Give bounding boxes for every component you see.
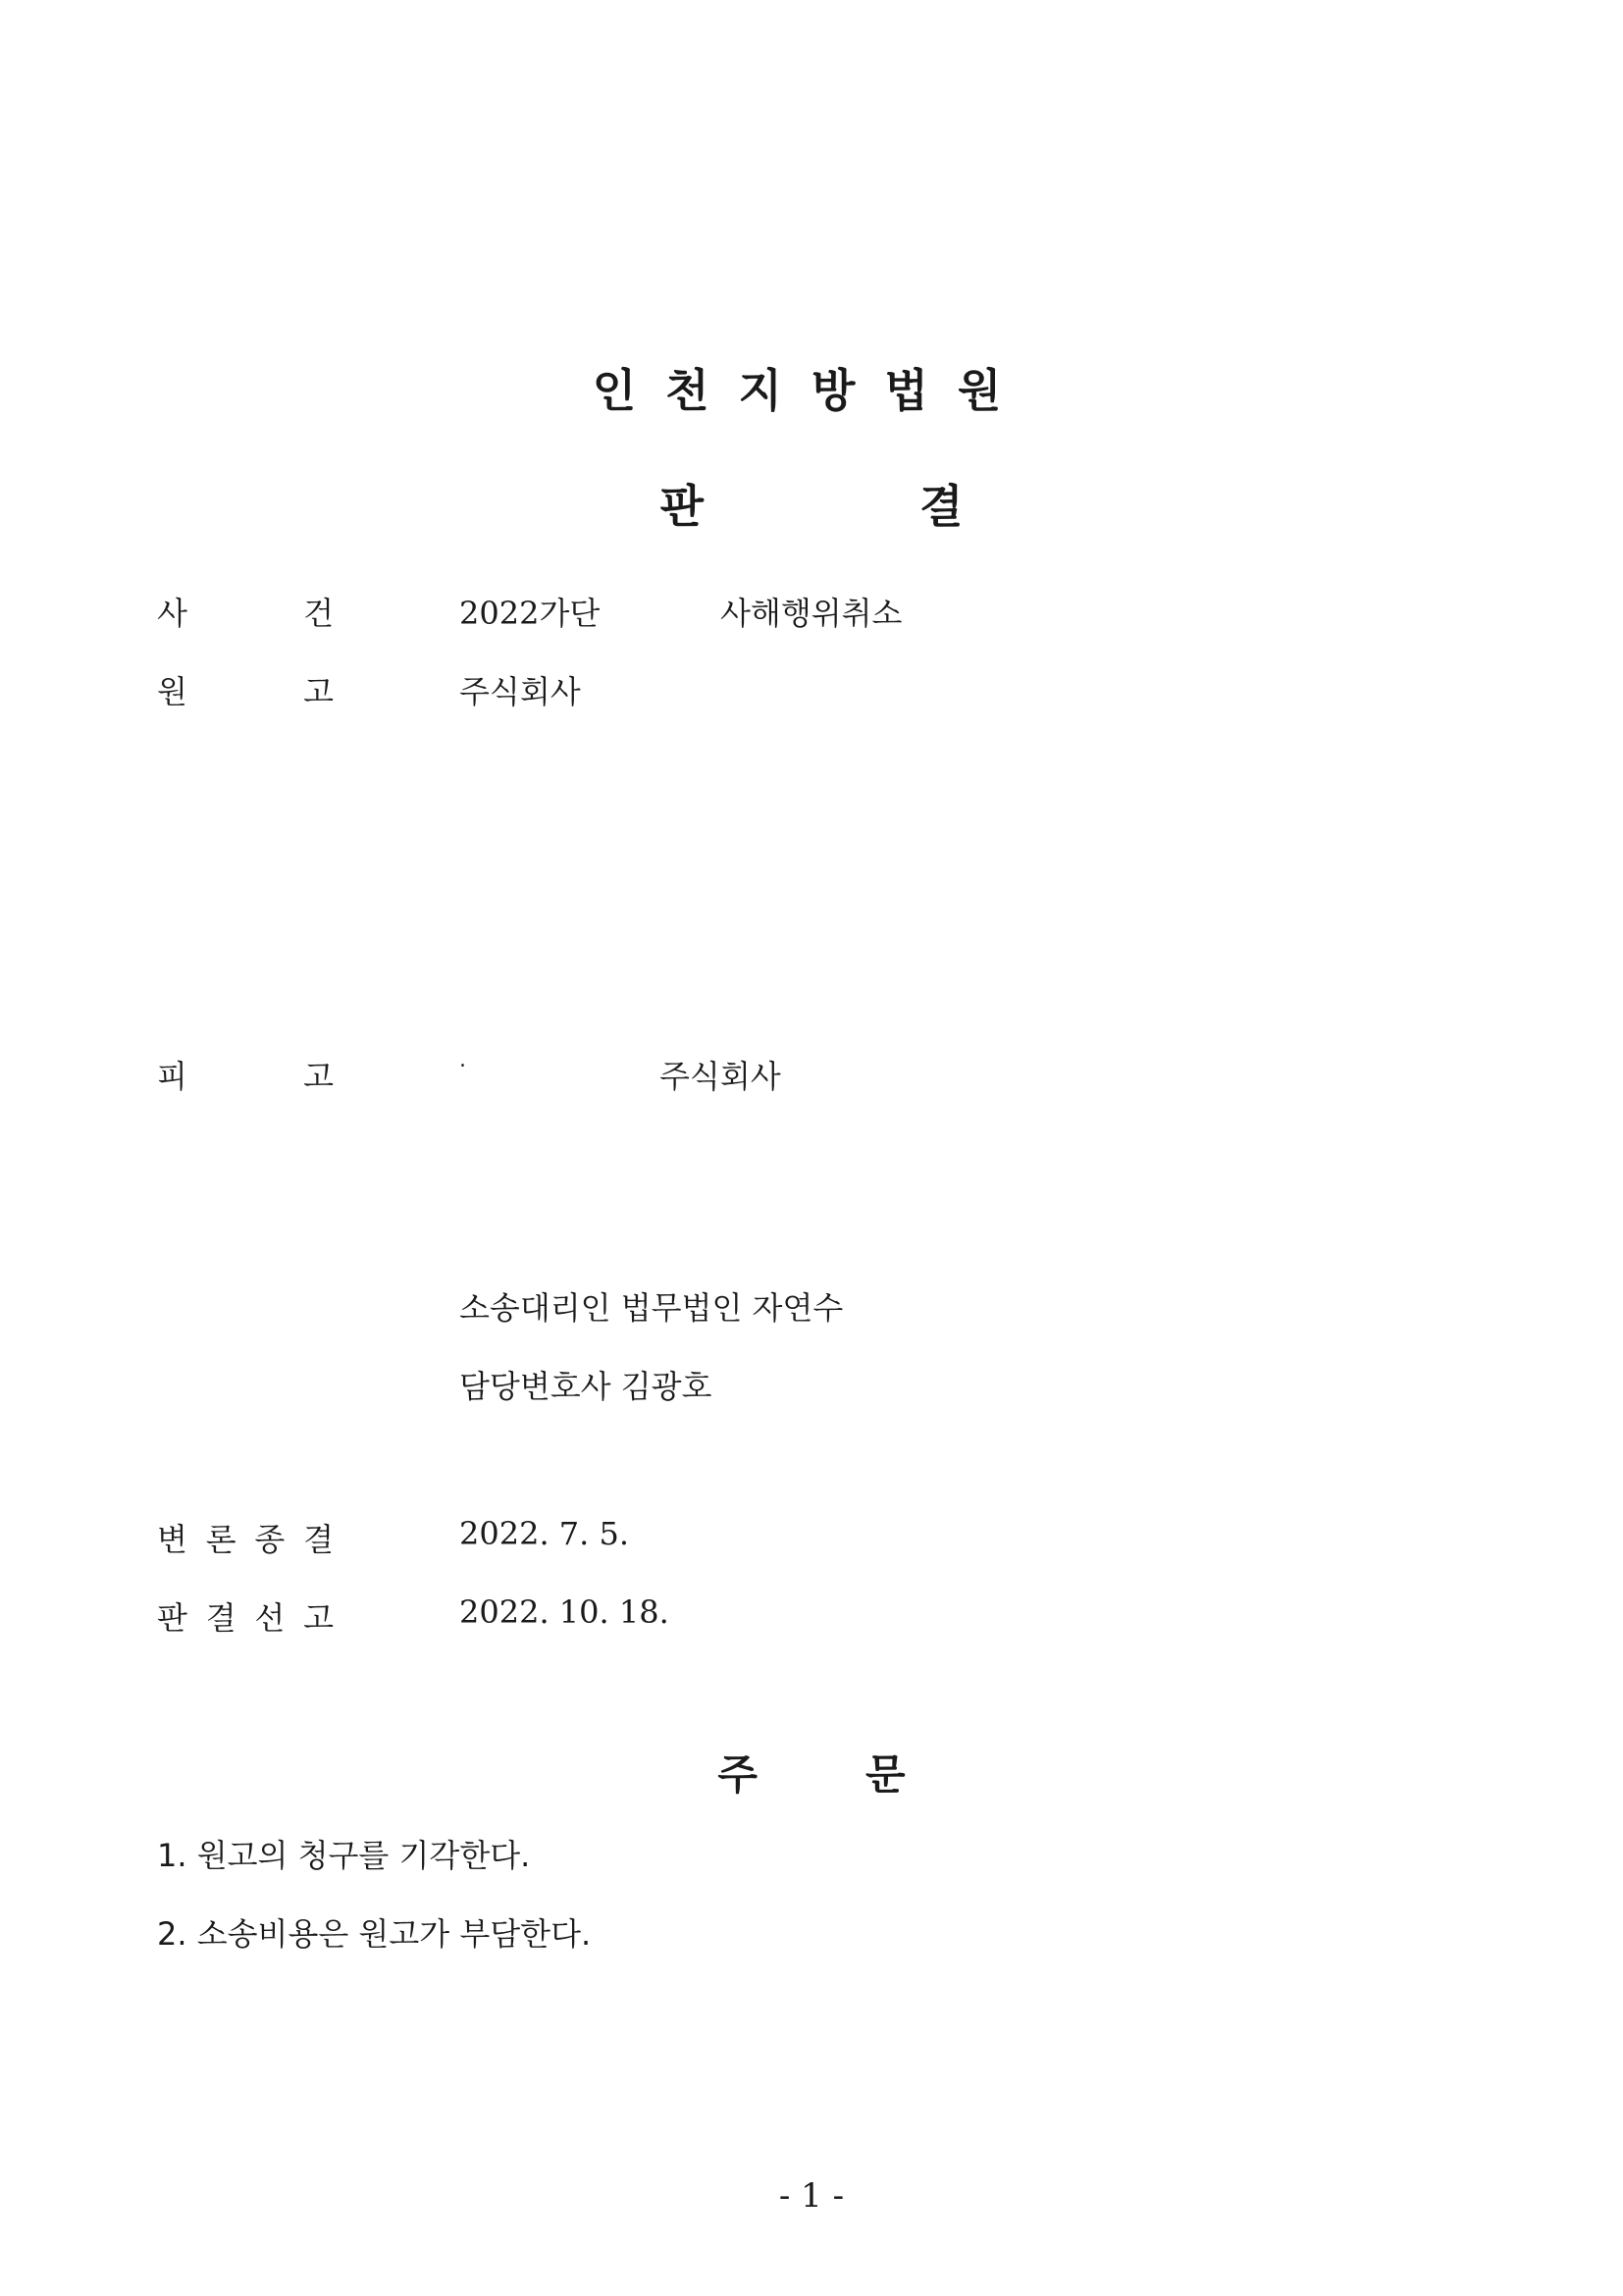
plaintiff-name: 주식회사: [459, 673, 581, 710]
defendant-label: 피 고: [157, 1058, 334, 1095]
order-heading: [0, 1743, 1623, 1801]
page-number: - 1 -: [778, 2176, 845, 2216]
defendant-attorney: 담당변호사 김광호: [459, 1368, 712, 1405]
court-title: 인천지방법원: [592, 364, 1031, 417]
plaintiff-label: 원 고: [157, 673, 334, 710]
case-name: 사해행위취소: [720, 595, 903, 632]
doc-type-char-2: 결: [919, 480, 964, 533]
order-item-2: 2. 소송비용은 원고가 부담한다.: [157, 1915, 592, 1953]
closing-argument-label: 변 론 종 결: [157, 1521, 334, 1558]
defendant-dot: .: [459, 1048, 466, 1072]
doc-type-char-1: 판: [659, 480, 704, 533]
case-number: 2022가단: [459, 595, 601, 632]
defendant-counsel: 소송대리인 법무법인 자연수: [459, 1289, 844, 1327]
case-label: 사 건: [157, 595, 334, 632]
order-heading-char-1: 주: [717, 1750, 758, 1799]
judgment-date: 2022. 10. 18.: [459, 1593, 669, 1631]
closing-argument-date: 2022. 7. 5.: [459, 1515, 630, 1552]
order-heading-char-2: 문: [865, 1750, 906, 1799]
order-item-1: 1. 원고의 청구를 기각한다.: [157, 1837, 531, 1874]
document-type: [0, 471, 1623, 536]
defendant-name: 주식회사: [659, 1058, 781, 1095]
judgment-date-label: 판 결 선 고: [157, 1599, 334, 1637]
